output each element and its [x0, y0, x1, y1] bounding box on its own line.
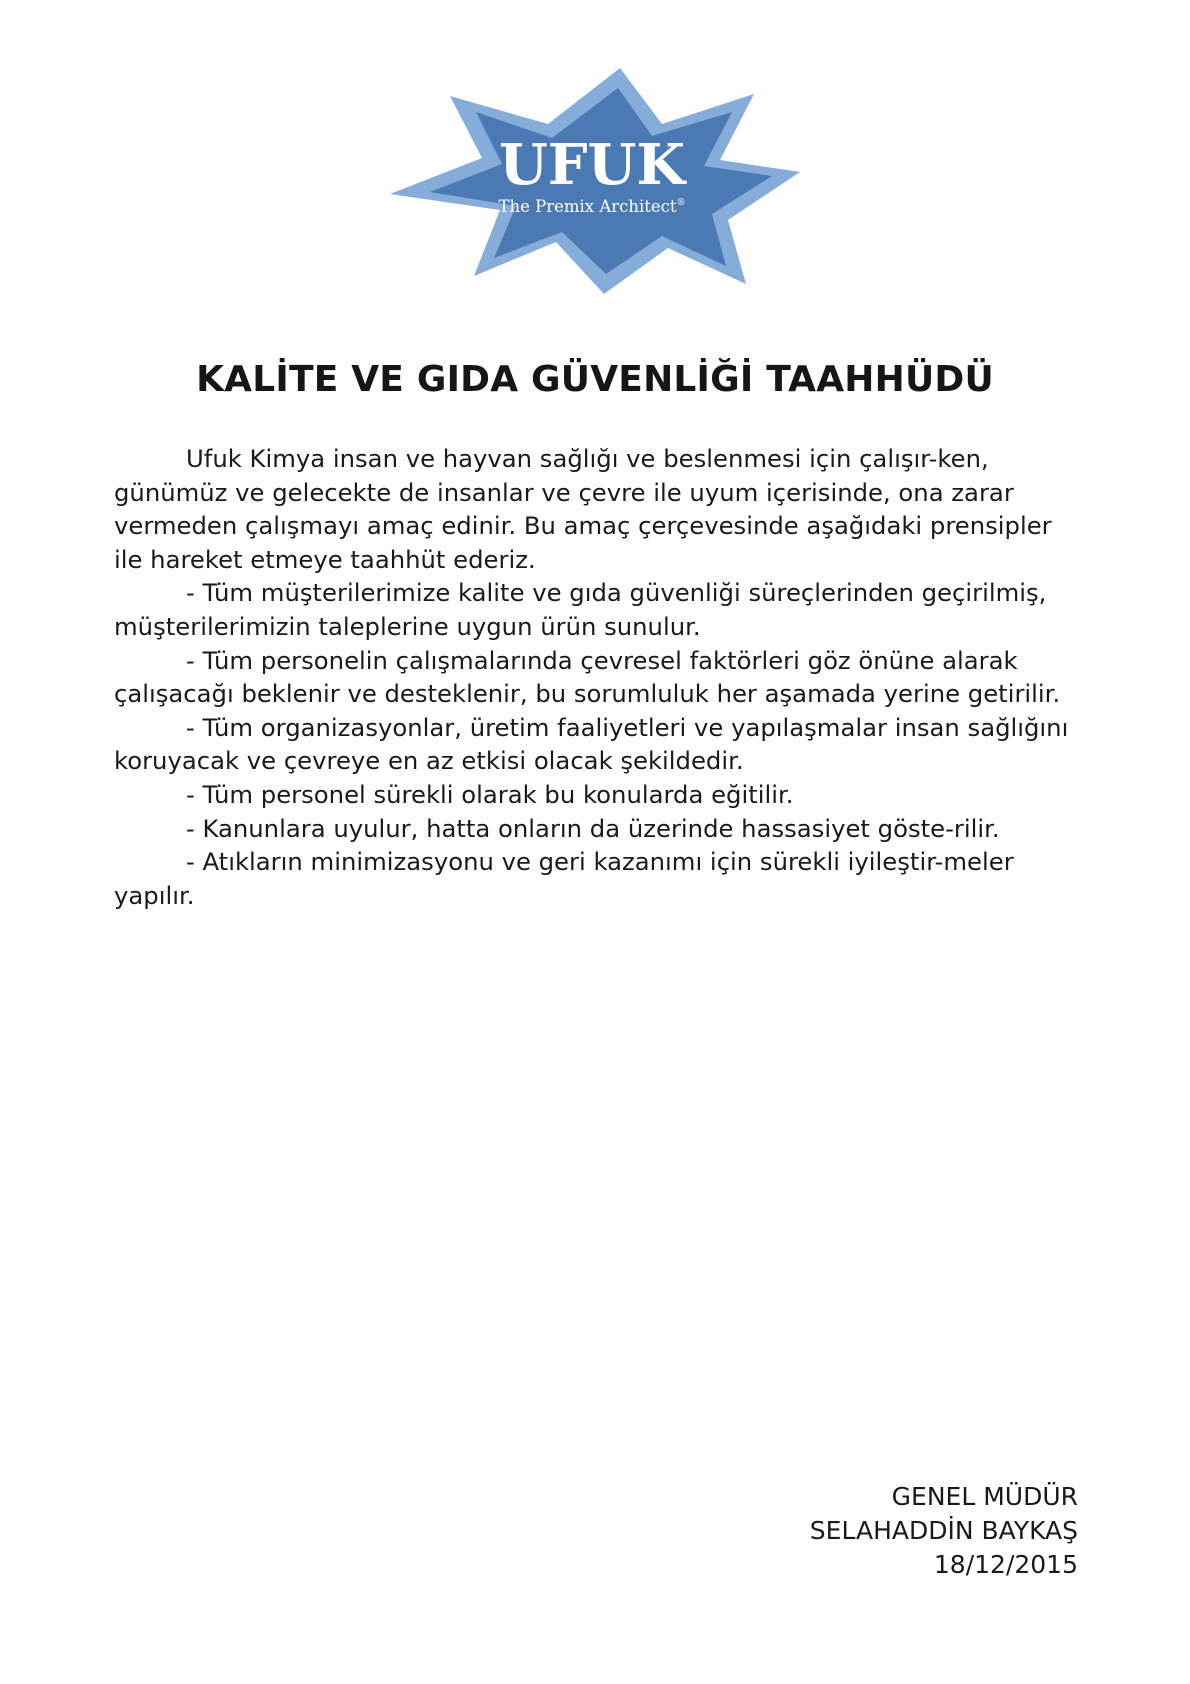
logo-tagline-text	[498, 197, 685, 216]
ufuk-logo	[390, 62, 800, 294]
intro-paragraph: Ufuk Kimya insan ve hayvan sağlığı ve beslenmesi için çalışır-ken, günümüz ve gelecekte de insanlar ve çevre ile uyum içerisinde, ona zarar vermeden çalışmayı amaç edinir. Bu amaç çerçevesinde aşağıdaki prensipler ile hareket etmeye taahhüt ederiz.	[114, 444, 1052, 574]
logo-brand-text: UFUK	[498, 132, 686, 198]
document-title: KALİTE VE GIDA GÜVENLİĞİ TAAHHÜDÜ	[196, 359, 994, 400]
principle-item: - Tüm organizasyonlar, üretim faaliyetleri ve yapılaşmalar insan sağlığını koruyacak ve çevreye en az etkisi olacak şekildedir.	[114, 712, 1069, 776]
signature-date: 18/12/2015	[933, 1550, 1078, 1579]
signature-block	[810, 1480, 1078, 1582]
logo-registered-mark: ®	[676, 198, 686, 208]
document-body	[114, 442, 1084, 912]
principle-item: - Tüm personel sürekli olarak bu konularda eğitilir.	[186, 779, 794, 809]
signatory-name: SELAHADDİN BAYKAŞ	[809, 1516, 1078, 1545]
principle-item: - Tüm müşterilerimize kalite ve gıda güvenliği süreçlerinden geçirilmiş, müşterilerimizin taleplerine uygun ürün sunulur.	[114, 578, 1047, 641]
principle-item: - Tüm personelin çalışmalarında çevresel faktörleri göz önüne alarak çalışacağı beklenir ve desteklenir, bu sorumluluk her aşamada yerine getirilir.	[114, 645, 1061, 709]
principle-item: - Atıkların minimizasyonu ve geri kazanımı için sürekli iyileştir-meler yapılır.	[114, 847, 1014, 910]
signatory-role: GENEL MÜDÜR	[891, 1482, 1078, 1511]
logo-tagline: The Premix Architect	[498, 197, 677, 216]
principle-item: - Kanunlara uyulur, hatta onların da üzerinde hassasiyet göste-rilir.	[186, 813, 1000, 843]
